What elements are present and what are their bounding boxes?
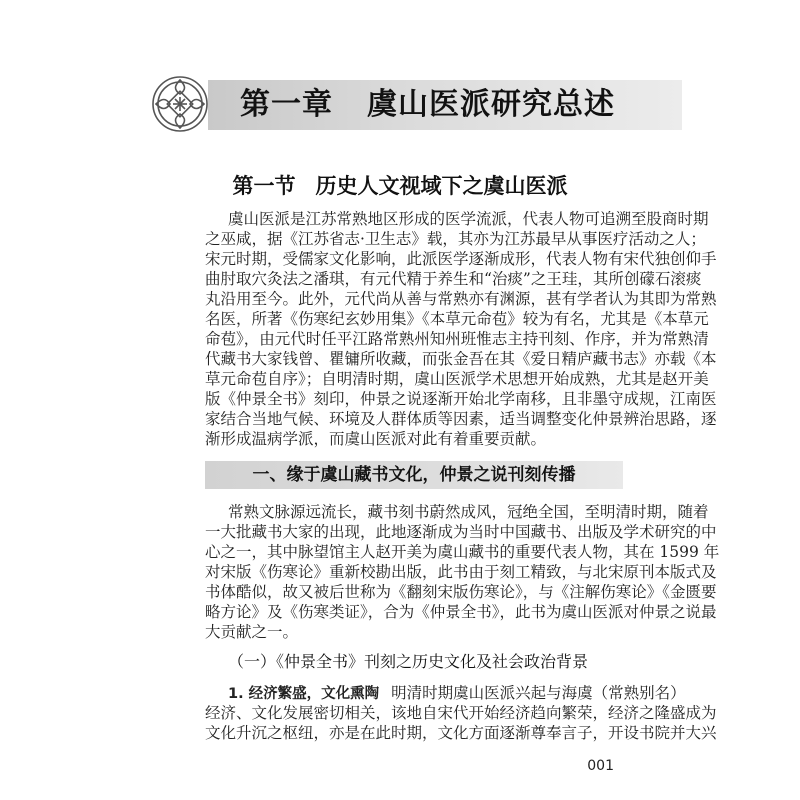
- paragraph-line: 宋元时期，受儒家文化影响，此派医学逐渐成形，代表人物有宋代独创仰手: [205, 250, 717, 268]
- section-name: 历史人文视域下之虞山医派: [315, 174, 568, 198]
- paragraph-line: 一大批藏书大家的出现，此地逐渐成为当时中国藏书、出版及学术研究的中: [205, 523, 717, 541]
- paragraph-line: 渐形成温病学派，而虞山医派对此有着重要贡献。: [205, 430, 547, 448]
- paragraph-line: 大贡献之一。: [205, 623, 299, 641]
- paragraph-line: 家结合当地气候、环境及人群体质等因素，适当调整变化仲景辨治思路，逐: [205, 410, 717, 428]
- page-number: 001: [587, 758, 614, 774]
- paragraph-line: 命苞》，由元代时任平江路常熟州知州班惟志主持刊刻、作序，并为常熟清: [205, 330, 709, 348]
- item-line: 明清时期虞山医派兴起与海虞（常熟别名）: [391, 684, 686, 702]
- item-heading: 1. 经济繁盛，文化熏陶: [228, 686, 380, 702]
- chapter-number: 第一章: [240, 87, 333, 122]
- paragraph-line: 文化升沉之枢纽，亦是在此时期，文化方面逐渐尊奉言子，开设书院并大兴: [205, 724, 717, 742]
- paragraph-line: 草元命苞自序》；自明清时期，虞山医派学术思想开始成熟，尤其是赵开美: [205, 370, 709, 388]
- subsection-title: （一）《仲景全书》刊刻之历史文化及社会政治背景: [228, 652, 589, 671]
- paragraph-line: 心之一，其中脉望馆主人赵开美为虞山藏书的重要代表人物，其在 1599 年: [205, 543, 720, 561]
- paragraph-line: 代藏书大家钱曾、瞿镛所收藏，而张金吾在其《爱日精庐藏书志》亦载《本: [205, 350, 717, 368]
- section-title: [0, 172, 800, 200]
- knot-ornament-icon: [150, 74, 210, 134]
- paragraph-line: 略方论》及《伤寒类证》，合为《仲景全书》，此书为虞山医派对仲景之说最: [205, 603, 717, 621]
- subheading-title: 一、缘于虞山藏书文化，仲景之说刊刻传播: [252, 465, 576, 485]
- paragraph-line: 名医，所著《伤寒纪玄妙用集》《本草元命苞》较为有名，尤其是《本草元: [205, 310, 709, 328]
- paragraph-line: 版《仲景全书》刻印，仲景之说逐渐开始北学南移，且非墨守成规，江南医: [205, 390, 717, 408]
- paragraph-line: 对宋版《伤寒论》重新校勘出版，此书由于刻工精致，与北宋原刊本版式及: [205, 563, 717, 581]
- paragraph-line: 曲肘取穴灸法之潘琪，有元代精于养生和“治痰”之王珪，其所创礞石滚痰: [205, 270, 702, 288]
- paragraph-line: 虞山医派是江苏常熟地区形成的医学流派，代表人物可追溯至股商时期: [228, 210, 709, 228]
- paragraph-line: 常熟文脉源远流长，藏书刻书蔚然成风，冠绝全国，至明清时期，随着: [228, 503, 709, 521]
- section-number: 第一节: [232, 174, 296, 198]
- item-first-line: [228, 683, 686, 704]
- chapter-name: 虞山医派研究总述: [367, 87, 615, 122]
- chapter-title: [240, 84, 615, 126]
- paragraph-line: 之巫咸，据《江苏省志·卫生志》载，其亦为江苏最早从事医疗活动之人；: [205, 230, 706, 248]
- paragraph-line: 丸沿用至今。此外，元代尚从善与常熟亦有渊源，甚有学者认为其即为常熟: [205, 290, 717, 308]
- paragraph-line: 经济、文化发展密切相关，该地自宋代开始经济趋向繁荣，经济之隆盛成为: [205, 704, 717, 722]
- paragraph-line: 书体酷似，故又被后世称为《翻刻宋版伤寒论》，与《注解伤寒论》《金匮要: [205, 583, 717, 601]
